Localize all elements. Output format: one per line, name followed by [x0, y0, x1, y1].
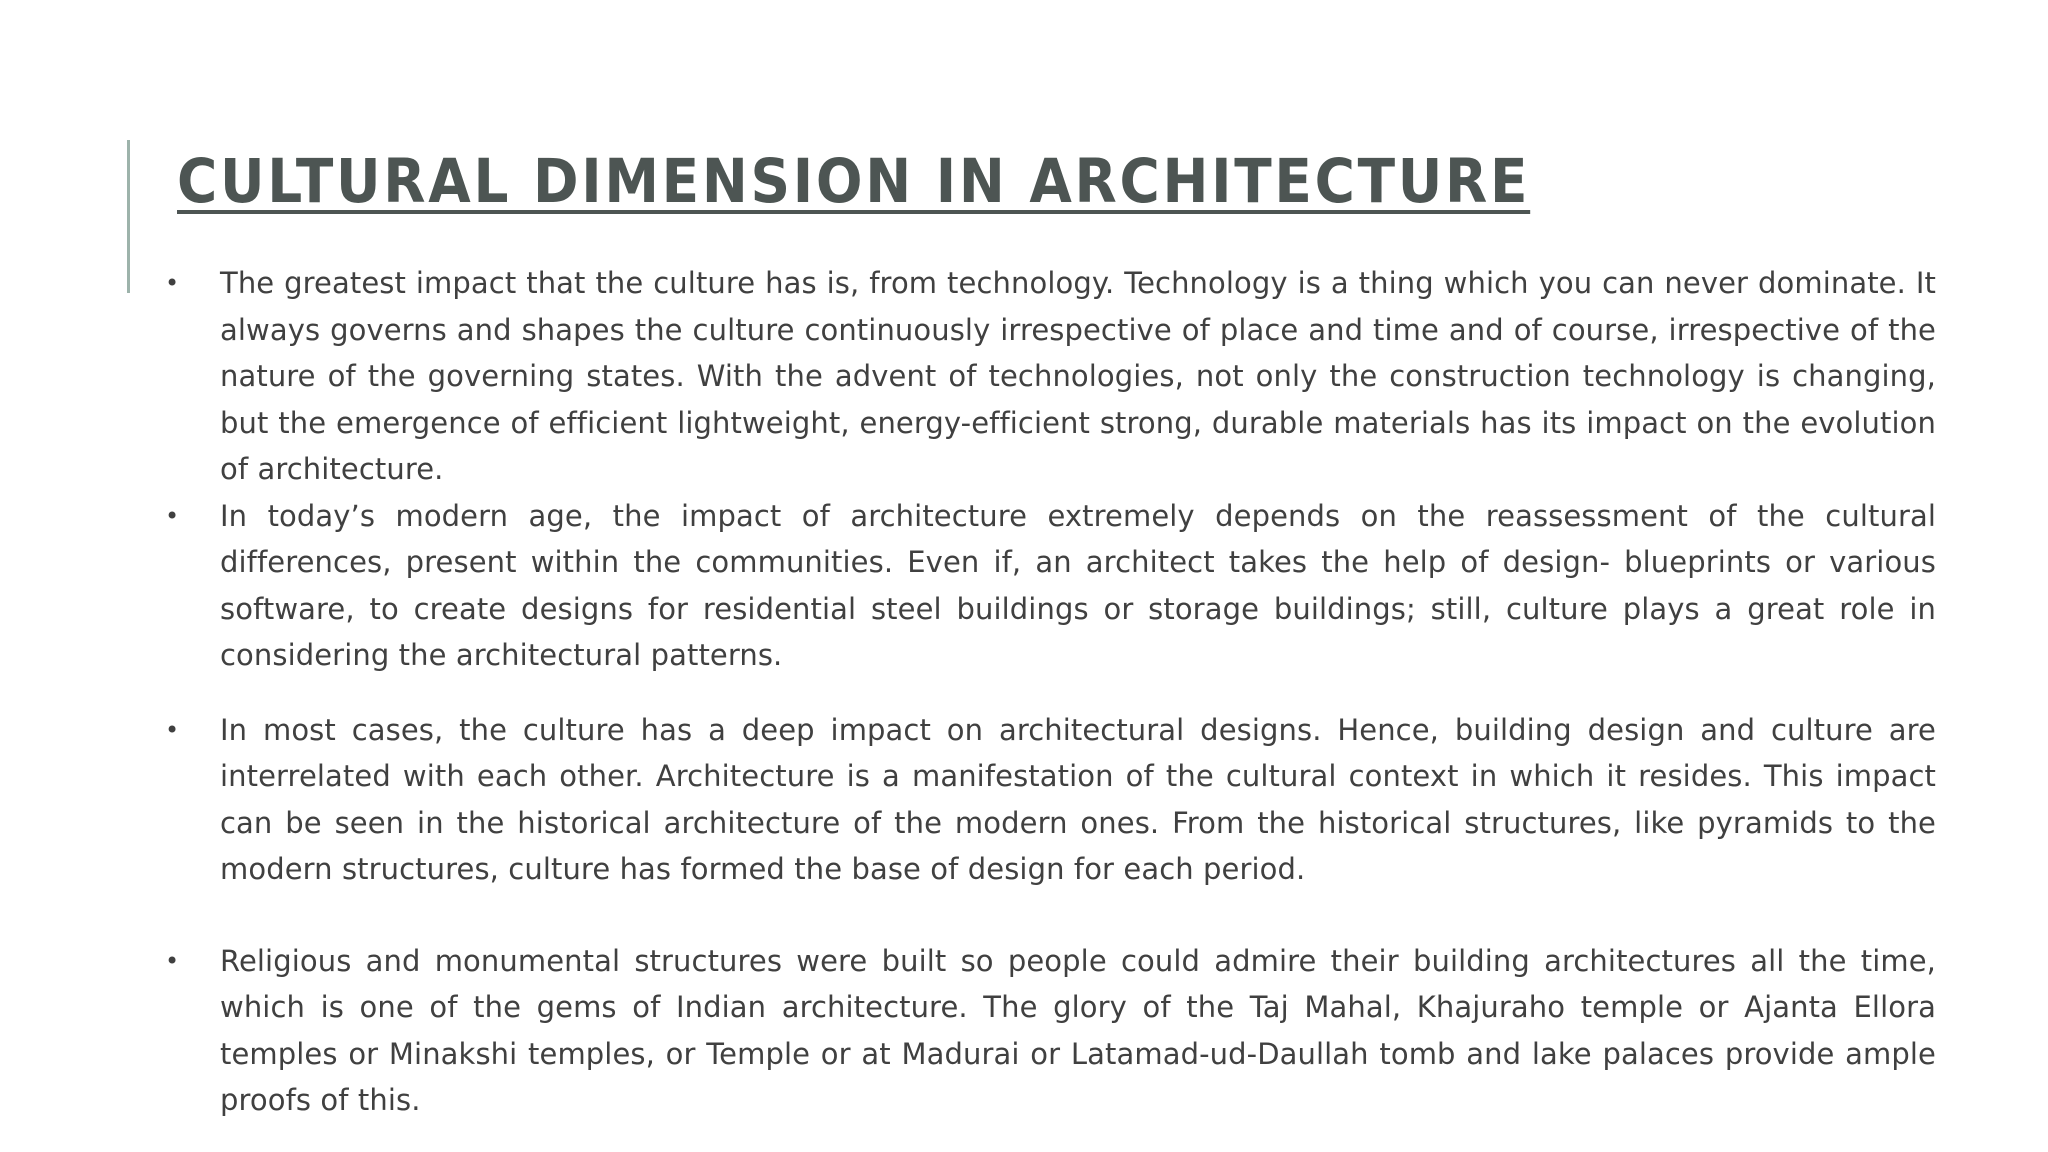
bullet-list: [160, 260, 1936, 1124]
bullet-text: Religious and monumental structures were built so people could admire their building architectures all the time, which is one of the gems of Indian architecture. The glory of the Taj Mahal, Khajuraho temple or Ajanta Ellora temples or Minakshi temples, or Temple or at Madurai or Latamad-ud-Daullah tomb and lake palaces provide ample proofs of this.: [220, 943, 1936, 1117]
bullet-item-3: [160, 707, 1936, 893]
bullet-dot-icon: •: [165, 946, 180, 975]
accent-bar: [127, 140, 130, 293]
bullet-dot-icon: •: [165, 269, 180, 297]
bullet-item-1: [160, 260, 1936, 493]
bullet-item-2: [160, 493, 1936, 679]
bullet-dot-icon: •: [165, 501, 180, 530]
bullet-item-4: [160, 938, 1936, 1124]
bullet-text: In today’s modern age, the impact of architecture extremely depends on the reassessment of the cultural differences, present within the communities. Even if, an architect takes the help of design- blueprints or various software, to create designs for residential steel buildings or storage buildings; still, culture plays a great role in considering the architectural patterns.: [220, 498, 1936, 672]
slide-title: CULTURAL DIMENSION IN ARCHITECTURE: [177, 146, 1531, 217]
bullet-text: The greatest impact that the culture has is, from technology. Technology is a thing which you can never dominate. It always governs and shapes the culture continuously irrespective of place and time and of course, irrespective of the nature of the governing states. With the advent of technologies, not only the construction technology is changing, but the emergence of efficient lightweight, energy-efficient strong, durable materials has its impact on the evolution of architecture.: [220, 266, 1936, 486]
bullet-dot-icon: •: [165, 715, 180, 744]
bullet-text: In most cases, the culture has a deep impact on architectural designs. Hence, building design and culture are interrelated with each other. Architecture is a manifestation of the cultural context in which it resides. This impact can be seen in the historical architecture of the modern ones. From the historical structures, like pyramids to the modern structures, culture has formed the base of design for each period.: [220, 712, 1936, 886]
